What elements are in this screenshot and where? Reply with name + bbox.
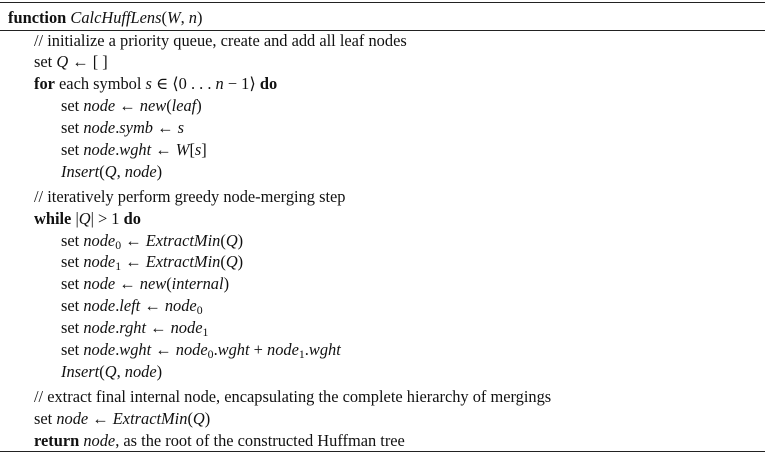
algorithm-token: . bbox=[115, 139, 120, 159]
algorithm-line bbox=[8, 30, 761, 52]
algorithm-token: Q bbox=[225, 252, 238, 272]
algorithm-token: leaf bbox=[171, 96, 197, 116]
algorithm-token: return bbox=[34, 430, 80, 450]
algorithm-token: ← bbox=[152, 118, 178, 138]
algorithm-token: . bbox=[115, 318, 120, 338]
algorithm-token: ← [ ] bbox=[68, 52, 108, 72]
algorithm-token: symb bbox=[119, 118, 153, 138]
algorithm-token: ∈ ⟨0 . . . bbox=[151, 74, 216, 94]
algorithm-token: node bbox=[83, 430, 116, 450]
algorithm-token: s bbox=[194, 139, 202, 159]
algorithm-token: n bbox=[188, 8, 197, 27]
algorithm-line bbox=[8, 230, 761, 252]
algorithm-token: ) bbox=[204, 408, 211, 428]
algorithm-line bbox=[8, 361, 761, 383]
algorithm-token: wght bbox=[217, 339, 250, 359]
algorithm-token: 1 bbox=[298, 346, 305, 361]
algorithm-token: node bbox=[124, 161, 157, 181]
algorithm-token: Q bbox=[104, 361, 117, 381]
algorithm-line bbox=[8, 208, 761, 230]
algorithm-token: // initialize a priority queue, create and add all leaf nodes bbox=[34, 30, 407, 50]
algorithm-token: node bbox=[175, 339, 208, 359]
algorithm-token: node bbox=[267, 339, 299, 359]
algorithm-token: | > 1 bbox=[90, 208, 124, 228]
algorithm-token: ExtractMin bbox=[145, 230, 221, 250]
algorithm-token: 0 bbox=[115, 237, 122, 252]
algorithm-token: node bbox=[170, 318, 203, 338]
algorithm-token: . bbox=[115, 339, 120, 359]
algorithm-token: wght bbox=[119, 339, 152, 359]
algorithm-token: node bbox=[83, 139, 116, 159]
algorithm-line bbox=[8, 273, 761, 295]
algorithm-token: ) bbox=[197, 8, 203, 27]
algorithm-token: ← bbox=[121, 252, 146, 272]
algorithm-token: Insert bbox=[61, 361, 100, 381]
algorithm-token: ← bbox=[140, 296, 165, 316]
algorithm-header bbox=[8, 6, 761, 30]
algorithm-token: − 1⟩ bbox=[223, 74, 260, 94]
algorithm-token: Q bbox=[192, 408, 205, 428]
algorithm-token: ExtractMin bbox=[145, 252, 221, 272]
algorithm-token: ← bbox=[115, 274, 140, 294]
algorithm-token: internal bbox=[171, 274, 224, 294]
algorithm-token: wght bbox=[119, 139, 152, 159]
algorithm-line bbox=[8, 73, 761, 95]
algorithm-token: ( bbox=[187, 408, 193, 428]
algorithm-token: wght bbox=[308, 339, 341, 359]
algorithm-token: W bbox=[166, 8, 181, 27]
algorithm-token: node bbox=[124, 361, 157, 381]
algorithm-token: node bbox=[83, 96, 116, 116]
algorithm-token: . bbox=[304, 339, 309, 359]
algorithm-token: set bbox=[61, 318, 84, 338]
algorithm-token: node bbox=[83, 318, 116, 338]
algorithm-token: . bbox=[213, 339, 218, 359]
top-rule bbox=[0, 2, 765, 3]
algorithm-token: for bbox=[34, 74, 55, 94]
algorithm-token: Q bbox=[78, 208, 91, 228]
algorithm-token: s bbox=[145, 74, 152, 94]
algorithm-token: ( bbox=[166, 274, 172, 294]
algorithm-token: 1 bbox=[115, 259, 122, 274]
algorithm-token: ( bbox=[166, 96, 172, 116]
algorithm-token: set bbox=[61, 96, 84, 116]
algorithm-token: CalcHuffLens bbox=[70, 8, 162, 27]
algorithm-line bbox=[8, 317, 761, 339]
algorithm-token: Q bbox=[225, 230, 238, 250]
algorithm-line bbox=[8, 408, 761, 430]
algorithm-token: , as the root of the constructed Huffman tree bbox=[115, 430, 405, 450]
algorithm-token: // iteratively perform greedy node-merging step bbox=[34, 186, 346, 206]
algorithm-token: , bbox=[180, 8, 189, 27]
algorithm-token: 1 bbox=[202, 325, 209, 340]
algorithm-token: Q bbox=[56, 52, 69, 72]
algorithm-token: ) bbox=[237, 230, 244, 250]
algorithm-token: set bbox=[61, 230, 84, 250]
algorithm-token: set bbox=[61, 118, 84, 138]
algorithm-line bbox=[8, 95, 761, 117]
algorithm-token: . bbox=[115, 118, 120, 138]
algorithm-token: Insert bbox=[61, 161, 100, 181]
algorithm-token: , bbox=[116, 161, 125, 181]
algorithm-line bbox=[8, 430, 761, 452]
algorithm-token: ) bbox=[223, 274, 230, 294]
algorithm-token: , bbox=[116, 361, 125, 381]
algorithm-line bbox=[8, 251, 761, 273]
algorithm-token: node bbox=[83, 296, 116, 316]
algorithm-token: ExtractMin bbox=[112, 408, 188, 428]
algorithm-token: node bbox=[83, 230, 116, 250]
algorithm-line bbox=[8, 161, 761, 183]
algorithm-token: node bbox=[164, 296, 197, 316]
algorithm-token: ( bbox=[99, 361, 105, 381]
algorithm-token: set bbox=[61, 274, 84, 294]
algorithm-token: ← bbox=[151, 339, 176, 359]
algorithm-token: ) bbox=[237, 252, 244, 272]
algorithm-token: n bbox=[215, 74, 224, 94]
algorithm-token: new bbox=[139, 274, 167, 294]
algorithm-token: ← bbox=[121, 230, 146, 250]
algorithm-token: node bbox=[56, 408, 89, 428]
algorithm-token: [ bbox=[189, 139, 195, 159]
algorithm-token: s bbox=[177, 118, 184, 138]
algorithm-token: 0 bbox=[196, 303, 203, 318]
algorithm-token: each symbol bbox=[54, 74, 146, 94]
algorithm-token: . bbox=[115, 296, 120, 316]
algorithm-token: ) bbox=[196, 96, 202, 116]
algorithm-line bbox=[8, 386, 761, 408]
algorithm-token: ← bbox=[115, 96, 140, 116]
algorithm-line bbox=[8, 51, 761, 73]
algorithm-line bbox=[8, 339, 761, 361]
algorithm-line bbox=[8, 295, 761, 317]
algorithm-token: ← bbox=[146, 318, 171, 338]
algorithm-token: function bbox=[8, 8, 67, 27]
algorithm-token: 0 bbox=[207, 346, 214, 361]
algorithm-token: ( bbox=[220, 230, 226, 250]
algorithm-token: new bbox=[139, 96, 167, 116]
algorithm-line bbox=[8, 117, 761, 139]
algorithm-token: ← bbox=[88, 408, 113, 428]
algorithm-token: set bbox=[61, 296, 84, 316]
algorithm-token: ) bbox=[156, 361, 163, 381]
algorithm-line bbox=[8, 139, 761, 161]
algorithm-token: ) bbox=[156, 161, 163, 181]
algorithm-line bbox=[8, 186, 761, 208]
algorithm-token: | bbox=[71, 208, 79, 228]
algorithm-token: ( bbox=[99, 161, 105, 181]
algorithm-token: set bbox=[34, 408, 57, 428]
algorithm-token: set bbox=[61, 139, 84, 159]
algorithm-token: W bbox=[175, 139, 190, 159]
algorithm-token: + bbox=[249, 339, 268, 359]
algorithm-token: Q bbox=[104, 161, 117, 181]
algorithm-token: node bbox=[83, 274, 116, 294]
algorithm-token: do bbox=[123, 208, 141, 228]
algorithm-listing bbox=[8, 6, 761, 451]
algorithm-token: ← bbox=[151, 139, 176, 159]
algorithm-token: while bbox=[34, 208, 72, 228]
algorithm-token: ] bbox=[201, 139, 207, 159]
algorithm-token: ( bbox=[220, 252, 226, 272]
algorithm-token: left bbox=[119, 296, 141, 316]
algorithm-token: ( bbox=[161, 8, 167, 27]
algorithm-token: do bbox=[259, 74, 278, 94]
algorithm-token: set bbox=[61, 339, 84, 359]
algorithm-token: set bbox=[34, 52, 57, 72]
algorithm-token: node bbox=[83, 339, 116, 359]
algorithm-token: // extract final internal node, encapsulating the complete hierarchy of mergings bbox=[34, 386, 552, 406]
algorithm-token: node bbox=[83, 118, 116, 138]
algorithm-token: set bbox=[61, 252, 84, 272]
algorithm-token: node bbox=[83, 252, 116, 272]
algorithm-token: rght bbox=[119, 318, 147, 338]
